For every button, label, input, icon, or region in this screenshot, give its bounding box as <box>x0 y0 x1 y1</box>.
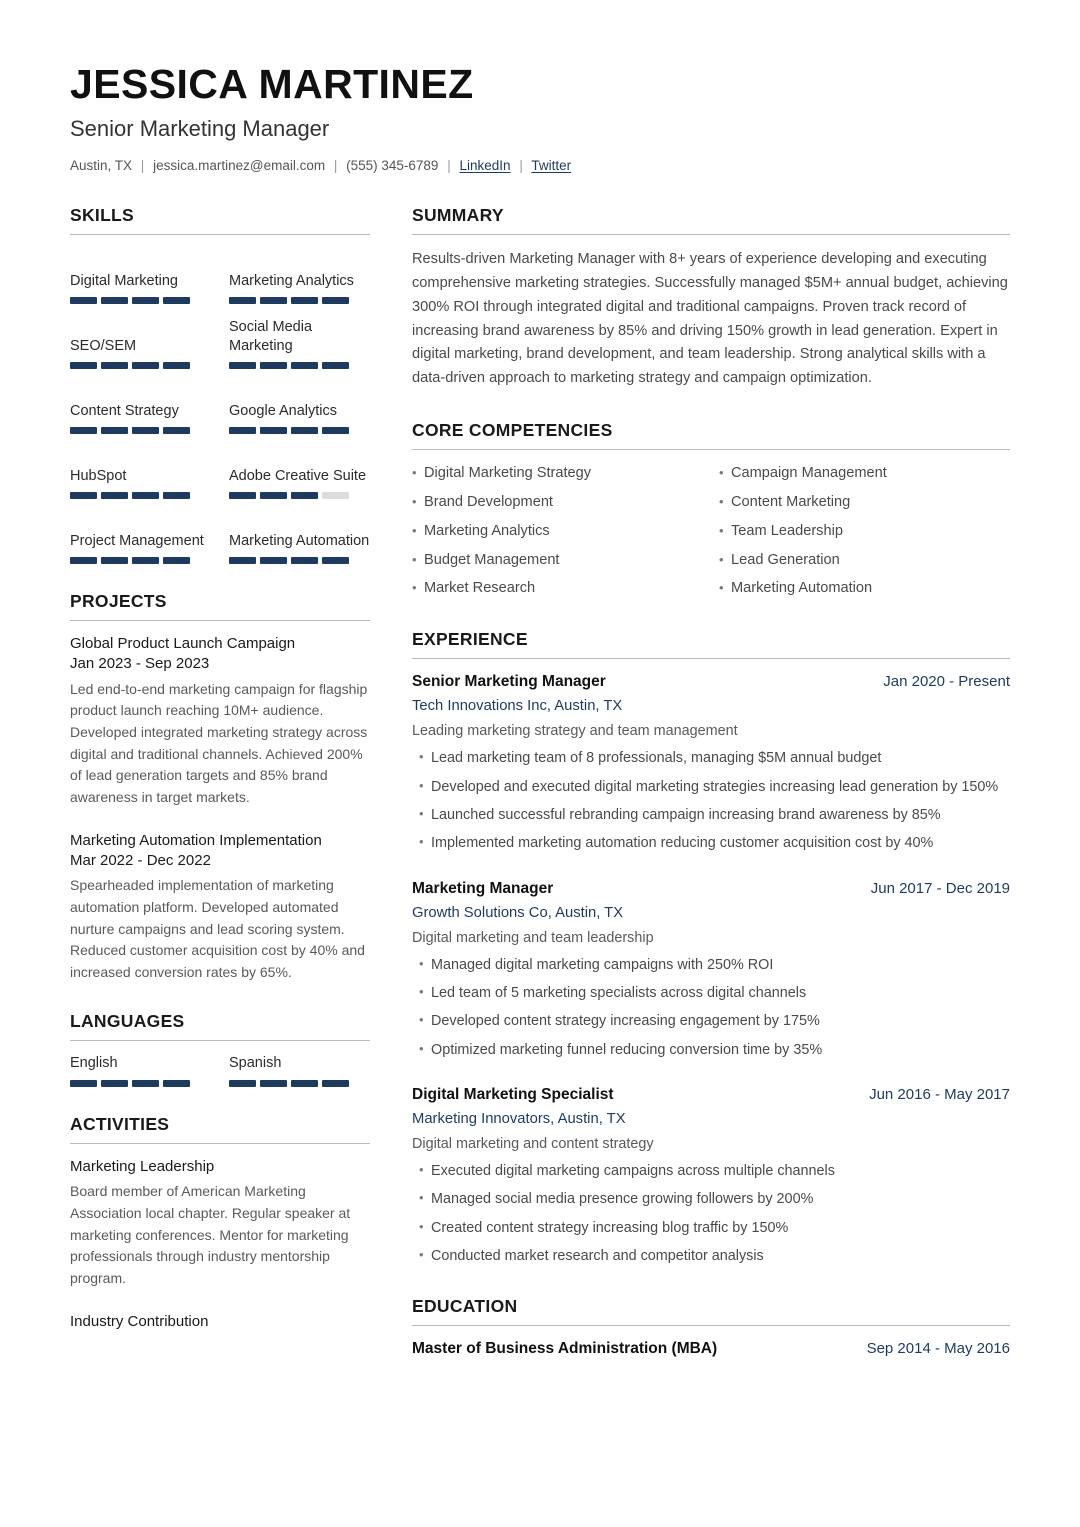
job-bullet-item <box>412 1010 1010 1032</box>
contact-phone: (555) 345-6789 <box>346 157 439 173</box>
rating-bar-segment <box>101 492 128 499</box>
job-bullet-text: Implemented marketing automation reducing customer acquisition cost by 40% <box>431 835 934 852</box>
rating-bar-segment <box>260 427 287 434</box>
bullet-icon: • <box>719 493 724 509</box>
bullet-icon: • <box>419 806 424 822</box>
job-bullet-item <box>412 954 1010 976</box>
education-degree: Master of Business Administration (MBA) <box>412 1340 718 1358</box>
job-bullet-text: Developed and executed digital marketing strategies increasing lead generation by 150% <box>431 778 999 795</box>
resume-body <box>70 205 1010 1360</box>
competency-item <box>412 578 703 600</box>
job-date: Jan 2020 - Present <box>883 673 1010 691</box>
rating-bar-segment <box>229 297 256 304</box>
bullet-icon: • <box>412 551 417 567</box>
section-core-competencies <box>412 420 1010 600</box>
rating-bar-segment <box>260 557 287 564</box>
competency-item <box>412 492 703 514</box>
main-column <box>412 205 1010 1360</box>
job-date: Jun 2016 - May 2017 <box>869 1086 1010 1104</box>
activity-item <box>70 1157 370 1290</box>
sidebar-column <box>70 205 370 1332</box>
rating-bar-segment <box>291 1080 318 1087</box>
rating-bar-segment <box>132 492 159 499</box>
job-organization: Growth Solutions Co, Austin, TX <box>412 904 624 921</box>
rating-bars <box>229 297 370 304</box>
skill-label: SEO/SEM <box>70 337 137 354</box>
bullet-icon: • <box>419 1040 424 1056</box>
bullet-icon: • <box>412 522 417 538</box>
contact-separator: | <box>333 157 338 173</box>
rating-bars <box>229 492 370 499</box>
skill-item <box>70 378 211 434</box>
rating-bar-segment <box>132 557 159 564</box>
job-bullets <box>412 1160 1010 1267</box>
job-title: Senior Marketing Manager <box>412 673 606 691</box>
project-date: Jan 2023 - Sep 2023 <box>70 655 210 673</box>
activity-item <box>70 1312 370 1332</box>
rating-bars <box>70 427 211 434</box>
section-experience <box>412 629 1010 1267</box>
rating-bar-segment <box>260 362 287 369</box>
rating-bar-segment <box>229 362 256 369</box>
skill-label: Google Analytics <box>229 402 338 419</box>
skill-item <box>70 248 211 304</box>
rating-bars <box>229 557 370 564</box>
activity-name: Industry Contribution <box>70 1312 209 1330</box>
resume-header <box>70 60 1010 176</box>
rating-bar-segment <box>101 427 128 434</box>
job-bullet-text: Created content strategy increasing blog traffic by 150% <box>431 1219 789 1236</box>
contact-separator: | <box>447 157 451 173</box>
rating-bar-segment <box>291 492 318 499</box>
rating-bar-segment <box>163 557 190 564</box>
competency-label: Marketing Analytics <box>424 522 550 539</box>
education-list <box>412 1339 1010 1360</box>
rating-bar-segment <box>322 297 349 304</box>
competency-label: Digital Marketing Strategy <box>424 464 592 481</box>
projects-list <box>70 634 370 984</box>
job-title: Digital Marketing Specialist <box>412 1086 614 1104</box>
competency-item <box>719 463 1010 485</box>
rating-bars <box>70 1080 211 1087</box>
rating-bars <box>229 1080 370 1087</box>
job-bullet-item <box>412 1245 1010 1267</box>
skill-label: Digital Marketing <box>70 272 178 289</box>
rating-bar-segment <box>229 1080 256 1087</box>
rating-bar-segment <box>322 427 349 434</box>
job-bullet-text: Executed digital marketing campaigns across multiple channels <box>431 1163 835 1180</box>
activity-description: Board member of American Marketing Association local chapter. Regular speaker at marketing conferences. Mentor for marketing professionals through industry mentorship program. <box>70 1183 351 1287</box>
rating-bar-segment <box>163 362 190 369</box>
job-bullet-text: Managed social media presence growing followers by 200% <box>431 1191 814 1208</box>
bullet-icon: • <box>419 1162 424 1178</box>
rating-bar-segment <box>291 297 318 304</box>
bullet-icon: • <box>419 1218 424 1234</box>
bullet-icon: • <box>419 984 424 1000</box>
rating-bar-segment <box>260 1080 287 1087</box>
job-bullet-item <box>412 1039 1010 1061</box>
rating-bar-segment <box>70 362 97 369</box>
job-bullet-text: Conducted market research and competitor analysis <box>431 1248 764 1265</box>
language-label: English <box>70 1054 118 1071</box>
job-bullet-text: Lead marketing team of 8 professionals, managing $5M annual budget <box>431 750 882 767</box>
job-bullet-item <box>412 832 1010 854</box>
experience-item <box>412 672 1010 854</box>
rating-bar-segment <box>70 492 97 499</box>
bullet-icon: • <box>412 580 417 596</box>
skill-item <box>70 313 211 369</box>
job-bullets <box>412 954 1010 1061</box>
skill-item <box>229 313 370 369</box>
rating-bar-segment <box>101 1080 128 1087</box>
contact-line <box>70 156 1010 176</box>
section-title-experience: EXPERIENCE <box>412 629 1010 659</box>
activity-name: Marketing Leadership <box>70 1158 215 1176</box>
section-title-languages: LANGUAGES <box>70 1011 370 1041</box>
experience-item <box>412 1085 1010 1267</box>
link-twitter[interactable]: Twitter <box>531 157 572 173</box>
job-bullet-text: Developed content strategy increasing engagement by 175% <box>431 1013 820 1030</box>
job-bullet-text: Led team of 5 marketing specialists across digital channels <box>431 985 807 1002</box>
summary-text: Results-driven Marketing Manager with 8+ years of experience developing and executing comprehensive marketing strategies. Successfully managed $5M+ annual budget, achieving 300% ROI through integrated digital and traditional campaigns. Proven track record of increasing brand awareness by 85% and driving 150% growth in lead generation. Expert in digital marketing, brand development, and team leadership. Strong analytical skills with a data-driven approach to marketing strategy and campaign optimization. <box>412 251 1008 387</box>
candidate-name: JESSICA MARTINEZ <box>70 61 474 107</box>
job-subtitle: Leading marketing strategy and team management <box>412 723 738 740</box>
competency-label: Campaign Management <box>731 464 887 481</box>
project-name: Global Product Launch Campaign <box>70 635 296 653</box>
language-label: Spanish <box>229 1054 282 1071</box>
section-education <box>412 1296 1010 1360</box>
rating-bars <box>70 557 211 564</box>
bullet-icon: • <box>419 749 424 765</box>
job-bullet-text: Optimized marketing funnel reducing conversion time by 35% <box>431 1041 823 1058</box>
job-bullet-item <box>412 1160 1010 1182</box>
experience-list <box>412 672 1010 1267</box>
job-bullet-item <box>412 804 1010 826</box>
section-title-core-competencies: CORE COMPETENCIES <box>412 420 1010 450</box>
section-languages <box>70 1011 370 1087</box>
bullet-icon: • <box>719 464 724 480</box>
skill-item <box>229 248 370 304</box>
rating-bar-segment <box>132 427 159 434</box>
job-organization: Marketing Innovators, Austin, TX <box>412 1111 626 1127</box>
rating-bar-segment <box>229 557 256 564</box>
section-title-projects: PROJECTS <box>70 591 370 621</box>
skill-item <box>70 443 211 499</box>
skill-item <box>229 378 370 434</box>
rating-bar-segment <box>70 557 97 564</box>
rating-bar-segment <box>322 1080 349 1087</box>
rating-bar-segment <box>132 362 159 369</box>
job-bullet-item <box>412 1217 1010 1239</box>
competencies-grid <box>412 463 1010 600</box>
skill-label: Project Management <box>70 532 204 549</box>
skill-label: Social Media Marketing <box>229 318 313 354</box>
rating-bar-segment <box>163 297 190 304</box>
activities-list <box>70 1157 370 1332</box>
rating-bars <box>70 297 211 304</box>
contact-email[interactable]: jessica.martinez@email.com <box>153 157 326 173</box>
competency-label: Market Research <box>424 580 536 597</box>
bullet-icon: • <box>419 955 424 971</box>
language-item <box>70 1054 211 1087</box>
language-item <box>229 1054 370 1087</box>
competency-item <box>719 550 1010 572</box>
candidate-headline: Senior Marketing Manager <box>70 116 330 142</box>
competency-label: Brand Development <box>424 493 553 510</box>
rating-bars <box>70 362 211 369</box>
competency-label: Budget Management <box>424 551 560 568</box>
languages-grid <box>70 1054 370 1087</box>
rating-bar-segment <box>291 362 318 369</box>
section-projects <box>70 591 370 984</box>
job-subtitle: Digital marketing and team leadership <box>412 929 654 946</box>
rating-bar-segment <box>322 492 349 499</box>
project-description: Led end-to-end marketing campaign for flagship product launch reaching 10M+ audience. Developed integrated marketing strategy across digital and traditional channels. Achieved 200% of lead generation targets and 85% brand awareness in target markets. <box>70 680 368 806</box>
bullet-icon: • <box>719 580 724 596</box>
link-linkedin[interactable]: LinkedIn <box>459 157 511 173</box>
rating-bar-segment <box>101 297 128 304</box>
rating-bar-segment <box>132 297 159 304</box>
education-item <box>412 1339 1010 1360</box>
rating-bar-segment <box>291 427 318 434</box>
skill-label: Content Strategy <box>70 402 179 419</box>
rating-bar-segment <box>163 1080 190 1087</box>
rating-bar-segment <box>260 492 287 499</box>
competency-item <box>719 492 1010 514</box>
project-description: Spearheaded implementation of marketing automation platform. Developed automated nurture campaigns and lead scoring system. Reduced customer acquisition cost by 40% and increased conversion rates by 65%. <box>70 877 365 981</box>
job-title: Marketing Manager <box>412 879 554 897</box>
competency-label: Lead Generation <box>731 551 840 568</box>
competency-label: Team Leadership <box>731 522 843 539</box>
rating-bar-segment <box>163 492 190 499</box>
experience-header <box>412 672 1010 693</box>
bullet-icon: • <box>719 522 724 538</box>
skill-label: Marketing Automation <box>229 532 370 549</box>
rating-bar-segment <box>70 1080 97 1087</box>
rating-bar-segment <box>163 427 190 434</box>
project-item <box>70 634 370 809</box>
competency-item <box>412 521 703 543</box>
rating-bar-segment <box>132 1080 159 1087</box>
competency-label: Marketing Automation <box>731 580 873 597</box>
job-bullet-item <box>412 747 1010 769</box>
section-activities <box>70 1114 370 1332</box>
bullet-icon: • <box>419 834 424 850</box>
skill-item <box>229 443 370 499</box>
contact-separator: | <box>140 157 145 173</box>
experience-header <box>412 879 1010 900</box>
bullet-icon: • <box>419 1190 424 1206</box>
job-bullet-item <box>412 1188 1010 1210</box>
rating-bar-segment <box>229 492 256 499</box>
rating-bars <box>229 427 370 434</box>
rating-bar-segment <box>322 362 349 369</box>
education-date: Sep 2014 - May 2016 <box>866 1340 1010 1358</box>
rating-bar-segment <box>322 557 349 564</box>
job-bullet-text: Managed digital marketing campaigns with 250% ROI <box>431 956 774 973</box>
experience-item <box>412 879 1010 1061</box>
rating-bar-segment <box>70 297 97 304</box>
competency-item <box>719 521 1010 543</box>
bullet-icon: • <box>412 493 417 509</box>
section-title-skills: SKILLS <box>70 205 370 235</box>
rating-bar-segment <box>291 557 318 564</box>
skills-grid <box>70 248 370 564</box>
job-bullet-text: Launched successful rebranding campaign increasing brand awareness by 85% <box>431 807 941 824</box>
skill-item <box>229 508 370 564</box>
education-header <box>412 1339 1010 1360</box>
experience-header <box>412 1085 1010 1106</box>
job-subtitle: Digital marketing and content strategy <box>412 1135 654 1152</box>
bullet-icon: • <box>419 1012 424 1028</box>
competency-item <box>412 463 703 485</box>
competency-item <box>412 550 703 572</box>
project-name: Marketing Automation Implementation <box>70 831 322 849</box>
project-item <box>70 831 370 984</box>
job-bullets <box>412 747 1010 854</box>
contact-location: Austin, TX <box>70 157 133 173</box>
job-date: Jun 2017 - Dec 2019 <box>870 879 1010 897</box>
section-title-education: EDUCATION <box>412 1296 1010 1326</box>
job-bullet-item <box>412 982 1010 1004</box>
competency-label: Content Marketing <box>731 493 851 510</box>
section-title-activities: ACTIVITIES <box>70 1114 370 1144</box>
skill-label: Adobe Creative Suite <box>229 467 367 484</box>
bullet-icon: • <box>419 1247 424 1263</box>
rating-bar-segment <box>101 557 128 564</box>
skill-label: Marketing Analytics <box>229 272 354 289</box>
bullet-icon: • <box>419 777 424 793</box>
contact-separator: | <box>519 157 523 173</box>
rating-bar-segment <box>260 297 287 304</box>
bullet-icon: • <box>412 464 417 480</box>
job-bullet-item <box>412 776 1010 798</box>
skill-label: HubSpot <box>70 467 127 484</box>
rating-bar-segment <box>101 362 128 369</box>
section-summary <box>412 205 1010 391</box>
section-title-summary: SUMMARY <box>412 205 1010 235</box>
job-organization: Tech Innovations Inc, Austin, TX <box>412 698 623 715</box>
skill-item <box>70 508 211 564</box>
competency-item <box>719 578 1010 600</box>
rating-bar-segment <box>70 427 97 434</box>
rating-bars <box>70 492 211 499</box>
section-skills <box>70 205 370 564</box>
rating-bar-segment <box>229 427 256 434</box>
project-date: Mar 2022 - Dec 2022 <box>70 852 211 870</box>
bullet-icon: • <box>719 551 724 567</box>
rating-bars <box>229 362 370 369</box>
